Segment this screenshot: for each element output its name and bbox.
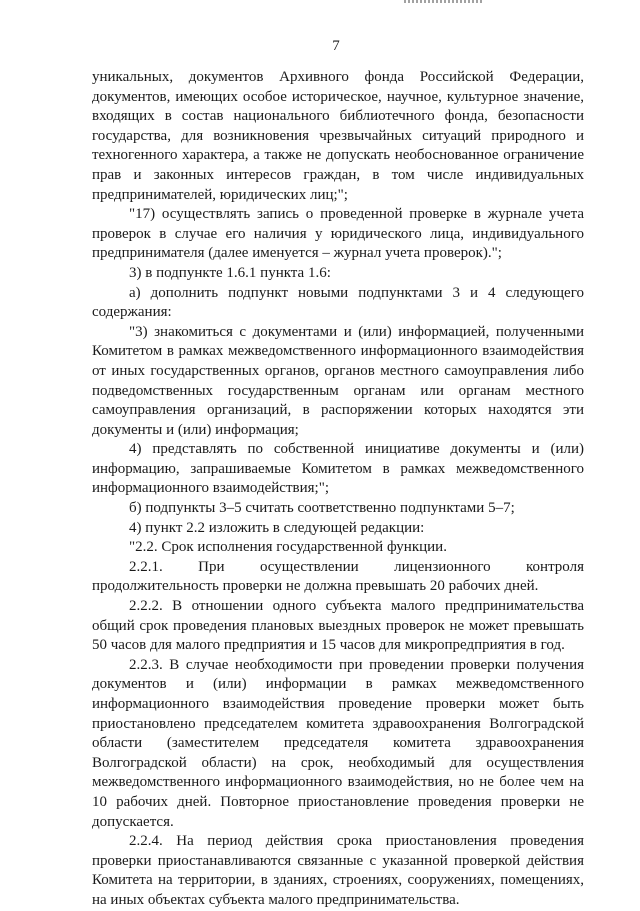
- document-body: [92, 68, 584, 911]
- paragraph: 4) пункт 2.2 изложить в следующей редакции:: [129, 519, 425, 536]
- paragraph: 2.2.4. На период действия срока приостановления проведения проверки приостанавливаются связанные с указанной проверкой действия Комитета на территории, в зданиях, строениях, сооружениях, помещениях, на иных объектах субъекта малого предпринимательства.: [92, 833, 584, 908]
- paragraph: "17) осуществлять запись о проведенной проверке в журнале учета проверок в случае его наличия у юридического лица, индивидуального предпринимателя (далее именуется – журнал учета проверок).";: [92, 206, 584, 262]
- paragraph: "3) знакомиться с документами и (или) информацией, полученными Комитетом в рамках межведомственного информационного взаимодействия от иных государственных органов, органов местного самоуправления либо подведомственных государственным органам или органам местного самоуправления организаций, в распоряжении которых находятся эти документы и (или) информация;: [92, 323, 584, 438]
- paragraph: 2.2.1. При осуществлении лицензионного контроля продолжительность проверки не должна превышать 20 рабочих дней.: [92, 558, 584, 595]
- scan-mark: [404, 0, 482, 3]
- paragraph: а) дополнить подпункт новыми подпунктами 3 и 4 следующего содержания:: [92, 284, 584, 321]
- paragraph: уникальных, документов Архивного фонда Российской Федерации, документов, имеющих особое историческое, научное, культурное значение, входящих в состав национального библиотечного фонда, безопасности государства, для возникновения чрезвычайных ситуаций природного и техногенного характера, а также не допускать необоснованное ограничение прав и законных интересов граждан, в том числе индивидуальных предпринимателей, юридических лиц;";: [92, 69, 584, 203]
- paragraph: б) подпункты 3–5 считать соответственно подпунктами 5–7;: [129, 500, 515, 517]
- paragraph: 2.2.3. В случае необходимости при проведении проверки получения документов и (или) информации в рамках межведомственного информационного взаимодействия проведение проверки может быть приостановлено председателем комитета здравоохранения Волгоградской области (заместителем председателя комитета здравоохранения Волгоградской области) на срок, необходимый для осуществления межведомственного информационного взаимодействия, но не более чем на 10 рабочих дней. Повторное приостановление проведения проверки не допускается.: [92, 656, 584, 830]
- paragraph: 3) в подпункте 1.6.1 пункта 1.6:: [129, 264, 331, 281]
- page-number: 7: [332, 38, 340, 54]
- paragraph: "2.2. Срок исполнения государственной функции.: [129, 539, 447, 556]
- paragraph: 2.2.2. В отношении одного субъекта малого предпринимательства общий срок проведения плановых выездных проверок не может превышать 50 часов для малого предприятия и 15 часов для микропредприятия в год.: [92, 598, 584, 654]
- paragraph: 4) представлять по собственной инициативе документы и (или) информацию, запрашиваемые Комитетом в рамках межведомственного информационного взаимодействия;";: [92, 441, 584, 497]
